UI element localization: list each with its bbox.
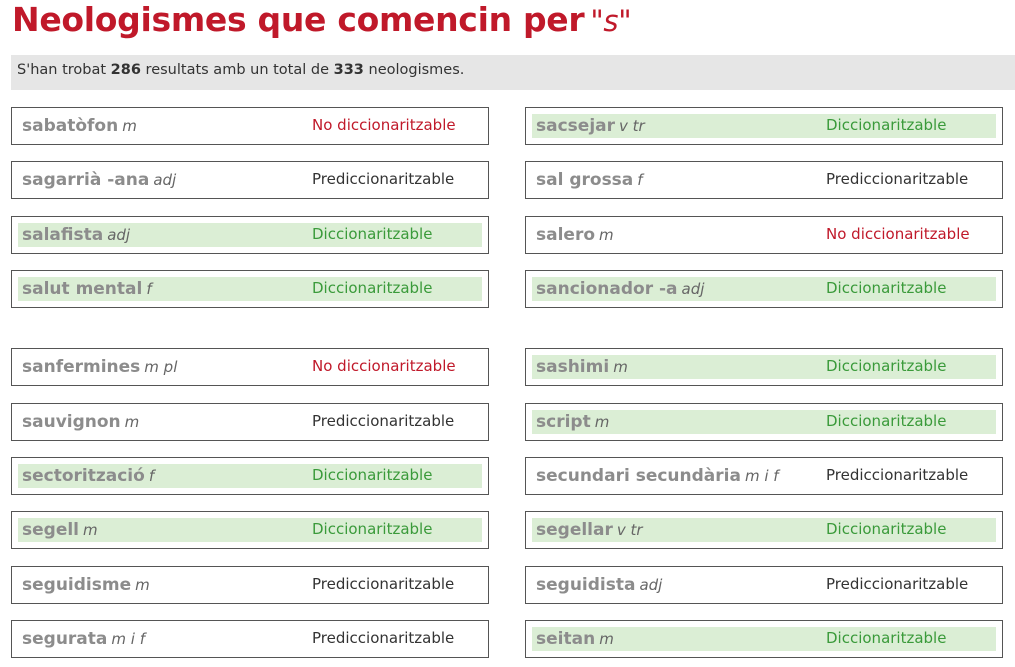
entry-term[interactable]	[22, 575, 150, 595]
entry-card[interactable]	[525, 457, 1003, 495]
entry-term[interactable]	[536, 575, 662, 595]
entry-card[interactable]	[11, 270, 489, 308]
entry-term[interactable]	[22, 520, 98, 540]
entry-term[interactable]	[536, 412, 609, 432]
entry-word[interactable]: salafista	[22, 225, 104, 245]
entry-status: Diccionaritzable	[312, 279, 433, 297]
entry-row	[18, 573, 482, 597]
entry-grammar: m i f	[744, 467, 779, 485]
entry-term[interactable]	[22, 357, 177, 377]
entry-word[interactable]: secundari secundària	[536, 466, 741, 486]
entry-card[interactable]	[11, 457, 489, 495]
entry-grammar: v tr	[616, 521, 643, 539]
summary-middle: resultats amb un total de	[145, 62, 330, 78]
entry-word[interactable]: salero	[536, 225, 596, 245]
entry-card[interactable]	[525, 348, 1003, 386]
entry-grammar: adj	[107, 226, 131, 244]
entry-term[interactable]	[22, 412, 139, 432]
entry-word[interactable]: sashimi	[536, 357, 610, 377]
entry-word[interactable]: seguidista	[536, 575, 636, 595]
entry-status: Diccionaritzable	[826, 116, 947, 134]
page-title-text: Neologismes que comencin per	[12, 0, 585, 39]
entry-status: Prediccionaritzable	[312, 412, 455, 430]
summary-total-count: 333	[333, 62, 364, 78]
entry-grammar: f	[146, 280, 152, 298]
entry-row	[18, 627, 482, 651]
entry-card[interactable]	[525, 161, 1003, 199]
entry-card[interactable]	[525, 270, 1003, 308]
entry-term[interactable]	[22, 279, 152, 299]
entry-grammar: m pl	[144, 358, 178, 376]
entry-row	[532, 114, 996, 138]
entry-word[interactable]: sancionador -a	[536, 279, 678, 299]
entry-status: Prediccionaritzable	[312, 170, 455, 188]
entry-word[interactable]: sectorització	[22, 466, 145, 486]
entry-status: No diccionaritzable	[826, 225, 970, 243]
results-summary	[11, 55, 1015, 90]
entry-row	[18, 410, 482, 434]
entry-row	[18, 518, 482, 542]
entry-status: Diccionaritzable	[312, 225, 433, 243]
entry-term[interactable]	[536, 116, 645, 136]
entry-grammar: f	[148, 467, 155, 485]
entry-term[interactable]	[22, 225, 130, 245]
entry-status: Diccionaritzable	[826, 629, 947, 647]
entry-word[interactable]: salut mental	[22, 279, 143, 299]
entry-status: Prediccionaritzable	[312, 629, 455, 647]
entry-word[interactable]: sagarrià -ana	[22, 170, 150, 190]
entry-card[interactable]	[11, 620, 489, 658]
entry-word[interactable]: seguidisme	[22, 575, 132, 595]
entry-status: Prediccionaritzable	[826, 466, 969, 484]
entry-grammar: adj	[639, 576, 663, 594]
entry-word[interactable]: sacsejar	[536, 116, 615, 136]
entry-status: No diccionaritzable	[312, 116, 456, 134]
entry-card[interactable]	[11, 216, 489, 254]
summary-results-count: 286	[110, 62, 141, 78]
entry-card[interactable]	[525, 511, 1003, 549]
entry-grammar: m	[599, 226, 614, 244]
entry-row	[532, 223, 996, 247]
entry-card[interactable]	[11, 511, 489, 549]
entry-word[interactable]: seitan	[536, 629, 596, 649]
entry-row	[532, 518, 996, 542]
entry-grammar: m	[613, 358, 628, 376]
summary-suffix: neologismes.	[368, 62, 465, 78]
entry-row	[18, 464, 482, 488]
entry-word[interactable]: script	[536, 412, 591, 432]
entry-term[interactable]	[22, 116, 137, 136]
page-title	[12, 0, 631, 39]
entry-grammar: v tr	[619, 117, 645, 135]
entry-row	[18, 114, 482, 138]
entry-card[interactable]	[11, 348, 489, 386]
entry-status: Diccionaritzable	[826, 520, 947, 538]
entry-word[interactable]: sanfermines	[22, 357, 141, 377]
entry-term[interactable]	[22, 466, 154, 486]
entry-grammar: m	[124, 413, 140, 431]
entry-card[interactable]	[525, 566, 1003, 604]
entry-term[interactable]	[536, 225, 614, 245]
summary-prefix: S'han trobat	[17, 62, 107, 78]
entry-term[interactable]	[536, 357, 628, 377]
entry-row	[532, 627, 996, 651]
entry-term[interactable]	[22, 170, 176, 190]
entry-status: Diccionaritzable	[312, 466, 433, 484]
entry-card[interactable]	[525, 216, 1003, 254]
entry-row	[532, 355, 996, 379]
entry-status: Diccionaritzable	[826, 412, 947, 430]
entry-grammar: adj	[153, 171, 177, 189]
entry-grammar: m	[135, 576, 150, 594]
page-title-letter: "s"	[590, 4, 632, 38]
entry-row	[18, 277, 482, 301]
entry-status: Diccionaritzable	[312, 520, 433, 538]
entry-grammar: m	[83, 521, 98, 539]
entry-grammar: f	[637, 171, 643, 189]
entry-row	[18, 223, 482, 247]
entry-term[interactable]	[536, 520, 643, 540]
entry-word[interactable]: segellar	[536, 520, 613, 540]
entry-word[interactable]: segell	[22, 520, 80, 540]
entry-word[interactable]: sabatòfon	[22, 116, 119, 136]
entry-row	[532, 168, 996, 192]
entry-word[interactable]: sauvignon	[22, 412, 121, 432]
entry-card[interactable]	[11, 107, 489, 145]
entry-row	[532, 464, 996, 488]
entry-card[interactable]	[525, 403, 1003, 441]
entry-term[interactable]	[536, 170, 643, 190]
entry-status: Prediccionaritzable	[312, 575, 455, 593]
entry-row	[18, 168, 482, 192]
entry-row	[532, 573, 996, 597]
entry-word[interactable]: sal grossa	[536, 170, 634, 190]
entry-status: Diccionaritzable	[826, 279, 947, 297]
entry-row	[532, 277, 996, 301]
entry-grammar: m	[594, 413, 610, 431]
entry-status: Prediccionaritzable	[826, 170, 969, 188]
entry-card[interactable]	[11, 566, 489, 604]
entry-grammar: m	[122, 117, 137, 135]
entry-status: No diccionaritzable	[312, 357, 456, 375]
entry-card[interactable]	[11, 161, 489, 199]
entry-grammar: adj	[681, 280, 705, 298]
entry-term[interactable]	[536, 629, 614, 649]
entry-word[interactable]: segurata	[22, 629, 108, 649]
entry-grammar: m i f	[111, 630, 145, 648]
entry-card[interactable]	[525, 620, 1003, 658]
entry-card[interactable]	[525, 107, 1003, 145]
entry-row	[18, 355, 482, 379]
entry-term[interactable]	[536, 279, 704, 299]
entry-status: Diccionaritzable	[826, 357, 947, 375]
entry-grammar: m	[599, 630, 614, 648]
entry-card[interactable]	[11, 403, 489, 441]
entry-status: Prediccionaritzable	[826, 575, 969, 593]
entry-row	[532, 410, 996, 434]
entry-term[interactable]	[22, 629, 145, 649]
entry-term[interactable]	[536, 466, 779, 486]
